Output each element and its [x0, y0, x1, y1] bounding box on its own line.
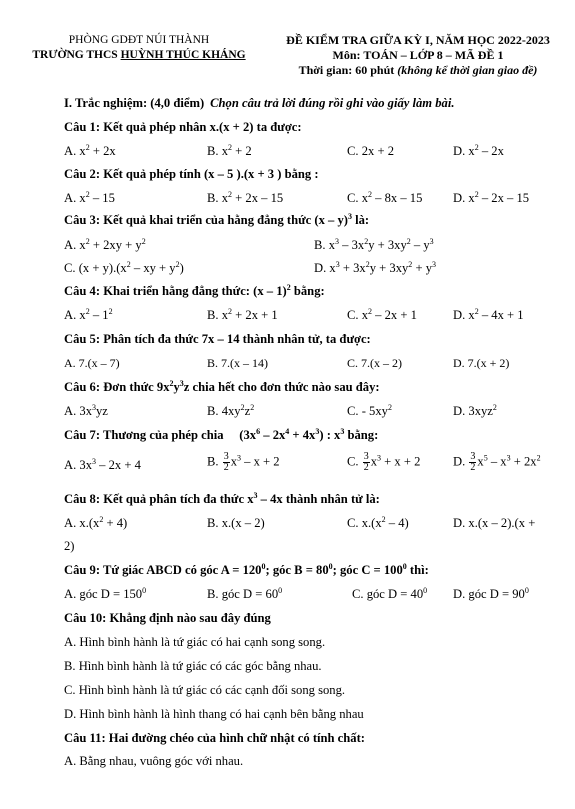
department-name: PHÒNG GDĐT NÚI THÀNH [68, 34, 210, 46]
q9-option-b: B. góc $D = 60^0$ [207, 586, 283, 601]
q2-option-d: D. $x^2 - 2x - 15$ [453, 190, 530, 205]
q9-option-c: C. góc $D = 40^0$ [352, 586, 428, 601]
header-right [268, 33, 568, 78]
question-1: Câu 1: Kết quả phép nhân x.(x + 2) ta được: [64, 120, 302, 134]
question-3: Câu 3: Kết quả khai triển của hằng đẳng thức (x – y)$^3$ là: [64, 212, 370, 227]
question-9: Câu 9: Tứ giác ABCD có góc $A = 120^0$; góc $B = 80^0$; góc $C = 100^0$ thì: [64, 562, 429, 577]
q11-option-a: A. Bằng nhau, vuông góc với nhau. [64, 754, 244, 768]
question-7: Câu 7: Thương của phép chia $(3x^6 - 2x^4 + 4x^3)$ : $x^3$ bằng: [64, 427, 379, 442]
q3-option-b: B. $x^3 - 3x^2y + 3xy^2 - y^3$ [314, 237, 434, 252]
fraction: $\frac{3}{2}$ [363, 451, 369, 473]
question-11: Câu 11: Hai đường chéo của hình chữ nhật có tính chất: [64, 731, 365, 745]
q8-option-d-wrap: 2) [64, 539, 75, 553]
q7-option-a: A. $3x^3 - 2x + 4$ [64, 457, 141, 472]
q6-option-b: B. $4xy^2z^2$ [207, 403, 255, 418]
q10-option-a: A. Hình bình hành là tứ giác có hai cạnh song song. [64, 635, 326, 649]
q9-option-d: D. góc $D = 90^0$ [453, 586, 529, 601]
q1-option-d: D. $x^2 - 2x$ [453, 143, 504, 158]
question-2: Câu 2: Kết quả phép tính (x – 5 ).(x + 3 ) bằng : [64, 167, 319, 181]
exam-title: ĐỀ KIỂM TRA GIỮA KỲ I, NĂM HỌC 2022-2023 [286, 33, 550, 47]
q10-option-b: B. Hình bình hành là tứ giác có các góc bằng nhau. [64, 659, 322, 673]
q5-option-c: C. 7.(x – 2) [347, 356, 402, 370]
header-left [20, 33, 258, 63]
q5-option-a: A. 7.(x – 7) [64, 356, 120, 370]
q3-option-c: C. $(x + y).(x^2$ – xy + $y^2$) [64, 260, 184, 275]
question-4: Câu 4: Khai triển hằng đẳng thức: (x – 1)$^2$ bằng: [64, 283, 325, 298]
q8-option-c: C. $x.(x^2 - 4)$ [347, 515, 409, 530]
section-title: I. Trắc nghiệm: (4,0 điểm) Chọn câu trả lời đúng rồi ghi vào giấy làm bài. [64, 96, 455, 110]
q7-option-b: B. $\frac{3}{2}$ $x^3 - x + 2$ [207, 451, 280, 473]
question-5: Câu 5: Phân tích đa thức 7x – 14 thành nhân tử, ta được: [64, 332, 371, 346]
q3-option-a: A. $x^2 + 2xy + y^2$ [64, 237, 146, 252]
q1-option-a: A. $x^2 + 2x$ [64, 143, 116, 158]
q4-option-c: C. $x^2 - 2x + 1$ [347, 307, 417, 322]
q8-option-a: A. $x.(x^2 + 4)$ [64, 515, 128, 530]
q8-option-d: D. x.(x – 2).(x + [453, 516, 536, 530]
q2-option-b: B. $x^2 + 2x - 15$ [207, 190, 284, 205]
q1-option-c: C. 2x + 2 [347, 144, 394, 158]
q7-option-c: C. $\frac{3}{2}$ $x^3 + x + 2$ [347, 451, 421, 473]
question-10: Câu 10: Khẳng định nào sau đây đúng [64, 611, 271, 625]
q6-option-d: D. 3xyz$^2$ [453, 403, 497, 418]
q3-option-d: D. $x^3 + 3x^2y + 3xy^2 + y^3$ [314, 260, 436, 275]
q5-option-b: B. 7.(x – 14) [207, 356, 268, 370]
q6-option-a: A. $3x^3yz$ [64, 403, 108, 418]
q5-option-d: D. 7.(x + 2) [453, 356, 510, 370]
q4-option-d: D. $x^2 - 4x + 1$ [453, 307, 524, 322]
exam-time: Thời gian: 60 phút (không kể thời gian giao đề) [298, 63, 538, 77]
q10-option-d: D. Hình bình hành là hình thang có hai cạnh bên bằng nhau [64, 707, 364, 721]
q2-option-a: A. $x^2 - 15$ [64, 190, 115, 205]
question-6: Câu 6: Đơn thức $9x^2y^3z$ chia hết cho đơn thức nào sau đây: [64, 379, 380, 394]
q4-option-b: B. $x^2 + 2x + 1$ [207, 307, 278, 322]
school-name: TRƯỜNG THCS HUỲNH THÚC KHÁNG [32, 49, 246, 61]
q4-option-a: A. $x^2 - 1^2$ [64, 307, 113, 322]
q10-option-c: C. Hình bình hành là tứ giác có các cạnh đối song song. [64, 683, 346, 697]
q7-option-d: D. $\frac{3}{2}$ $x^5 - x^3 + 2x^2$ [453, 451, 541, 473]
exam-subject: Môn: TOÁN – LỚP 8 – MÃ ĐỀ 1 [332, 48, 504, 62]
q1-option-b: B. $x^2 + 2$ [207, 143, 252, 158]
q8-option-b: B. x.(x – 2) [207, 516, 265, 530]
question-8: Câu 8: Kết quả phân tích đa thức $x^3 - 4x$ thành nhân tử là: [64, 491, 380, 506]
q2-option-c: C. $x^2 - 8x - 15$ [347, 190, 423, 205]
fraction: $\frac{3}{2}$ [223, 451, 229, 473]
q9-option-a: A. góc $D = 150^0$ [64, 586, 147, 601]
q6-option-c: C. - $5xy^2$ [347, 403, 392, 418]
fraction: $\frac{3}{2}$ [470, 451, 476, 473]
